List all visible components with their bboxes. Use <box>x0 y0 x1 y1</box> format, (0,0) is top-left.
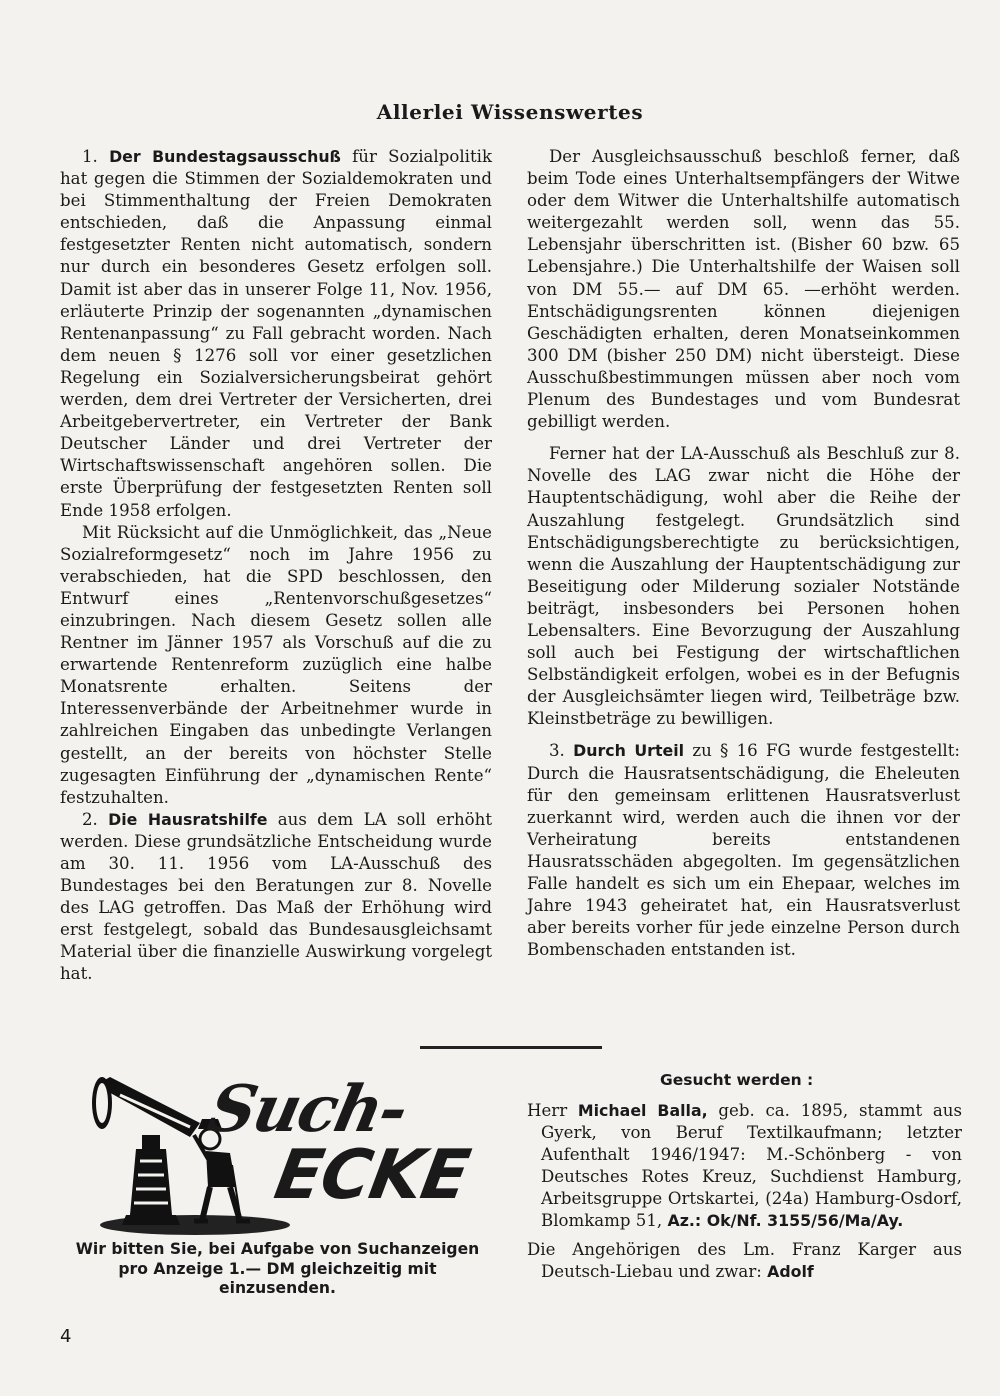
person-name: Adolf <box>767 1261 814 1281</box>
such-script-lettering: Such- <box>202 1072 413 1147</box>
paragraph-text: aus dem LA soll erhöht werden. Diese grundsätzliche Entscheidung wurde am 30. 11. 1956 vom LA-Ausschuß des Bundestages bei den Beratungen zur 8. Novelle des LAG getroffen. Das Maß der Erhöhung wird erst festgelegt, sobald das Bundesausgleichsamt Material über die finanzielle Auswirkung vorgelegt hat. <box>60 809 493 984</box>
gesucht-entry-karger <box>527 1239 962 1283</box>
paragraph-text: für Sozialpolitik hat gegen die Stimmen der Sozialdemokraten und bei Stimmenthaltung der Freien Demokraten entschieden, daß die Anpassung einmal festgesetzter Renten nicht automatisch, sondern nur durch ein besonderes Gesetz erfolgen soll. Damit ist aber das in unserer Folge 11, Nov. 1956, erläuterte Prinzip der sogenannten „dynamischen Rentenanpassung“ zu Fall gebracht worden. Nach dem neuen § 1276 soll vor einer gesetzlichen Regelung ein Sozialversicherungsbeirat gehört werden, dem drei Vertreter der Versicherten, drei Arbeitgebervertreter, ein Vertreter der Bank Deutscher Länder und drei Vertreter der Wirtschaftswissenschaft angehören sollen. Die erste Überprüfung der festgesetzten Renten soll Ende 1958 erfolgen. <box>60 147 492 520</box>
paragraph-bundestagsausschuss <box>60 146 492 522</box>
paragraph-ausgleichsausschuss: Der Ausgleichsausschuß beschloß ferner, daß beim Tode eines Unterhaltsempfängers der Witwe oder dem Witwer die Unterhaltshilfe automatisch weitergezahlt werden soll, wenn das 55. Lebensjahr überschritten ist. (Bisher 60 bzw. 65 Lebensjahre.) Die Unterhaltshilfe der Waisen soll von DM 55.— auf DM 65. —erhöht werden. Entschädigungsrenten können diejenigen Geschädigten erhalten, deren Monatseinkommen 300 DM (bisher 250 DM) nicht übersteigt. Diese Ausschußbestimmungen müssen aber noch vom Plenum des Bundestages und vom Bundesrat gebilligt werden. <box>527 147 960 432</box>
gesucht-list <box>527 1100 962 1283</box>
paragraph-urteil <box>527 740 960 961</box>
section-divider <box>420 1046 602 1049</box>
entry-text: Die Angehörigen des Lm. Franz Karger aus Deutsch-Liebau und zwar: <box>527 1239 962 1281</box>
paragraph-la-ausschuss: Ferner hat der LA-Ausschuß als Beschluß zur 8. Novelle des LAG zwar nicht die Höhe der Hauptentschädigung, wohl aber die Reihe der Auszahlung festgelegt. Grundsätzlich sind Entschädigungsberechtigte zu berücksichtigen, wenn die Auszahlung der Hauptentschädigung zur Beseitigung oder Milderung sozialer Notstände beiträgt, insbesonders bei Personen hohen Lebensalters. Eine Bevorzugung der Auszahlung soll auch bei Festigung der wirtschaftlichen Selbständigkeit erfolgen, wobei es in der Befugnis der Ausgleichsämter liegen wird, Teilbeträge bzw. Kleinstbeträge zu bewilligen. <box>527 444 960 729</box>
paragraph-hausratshilfe <box>60 809 492 986</box>
page-number: 4 <box>60 1326 72 1347</box>
entry-prefix: Herr <box>527 1101 568 1120</box>
article-column-right <box>527 146 960 961</box>
person-name: Michael Balla, <box>577 1101 708 1120</box>
item-number: 3. <box>549 741 565 761</box>
paragraph-rentenvorschuss: Mit Rücksicht auf die Unmöglichkeit, das „Neue Sozialreformgesetz“ noch im Jahre 1956 zu verabschieden, hat die SPD beschlossen, den Entwurf eines „Rentenvorschußgesetzes“ einzubringen. Nach diesem Gesetz sollen alle Rentner im Jänner 1957 als Vorschuß auf die zu erwartende Rentenreform zuzüglich eine halbe Monatsrente erhalten. Seitens der Interessenverbände der Arbeitnehmer wurde in zahlreichen Eingaben das unbedingte Verlangen gestellt, an der bereits von höchster Stelle zugesagten Einführung der „dynamischen Rente“ festzuhalten. <box>60 522 492 807</box>
entry-text: geb. ca. 1895, stammt aus Gyerk, von Beruf Textilkaufmann; letzter Aufenthalt 1946/1947: M.-Schönberg - von Deutsches Rotes Kreuz, Suchdienst Hamburg, Arbeitsgruppe Ortskartei, (24a) Hamburg-Osdorf, Blomkamp 51, <box>541 1101 963 1231</box>
page-title: Allerlei Wissenswertes <box>376 100 644 124</box>
aktenzeichen: Az.: Ok/Nf. 3155/56/Ma/Ay. <box>667 1211 904 1231</box>
item-number: 2. <box>82 809 98 829</box>
bold-lead: Der Bundestagsausschuß <box>109 147 341 166</box>
such-ecke-logo <box>90 1072 485 1235</box>
paragraph-text: zu § 16 FG wurde festgestellt: Durch die Hausratsentschädigung, die Eheleuten für den gemeinsam erlittenen Hausratsverlust zuerkannt wird, werden auch die ihnen vor der Verheiratung bereits entstandenen Hausratsschäden abgegolten. Im gegensätzlichen Falle handelt es sich um ein Ehepaar, welches im Jahre 1943 geheiratet hat, ein Hausratsverlust aber bereits vorher für jede einzelne Person durch Bombenschaden entstanden ist. <box>527 741 960 960</box>
article-column-left <box>60 146 492 986</box>
gesucht-heading: Gesucht werden : <box>660 1071 814 1089</box>
ecke-lettering: ECKE <box>269 1136 475 1215</box>
such-ecke-notice: Wir bitten Sie, bei Aufgabe von Suchanzeigen pro Anzeige 1.— DM gleichzeitig mit einzusenden. <box>75 1240 480 1297</box>
bold-lead: Die Hausratshilfe <box>108 809 268 829</box>
gesucht-entry-balla <box>527 1100 962 1233</box>
item-number: 1. <box>82 147 98 166</box>
bold-lead: Durch Urteil <box>573 741 685 761</box>
